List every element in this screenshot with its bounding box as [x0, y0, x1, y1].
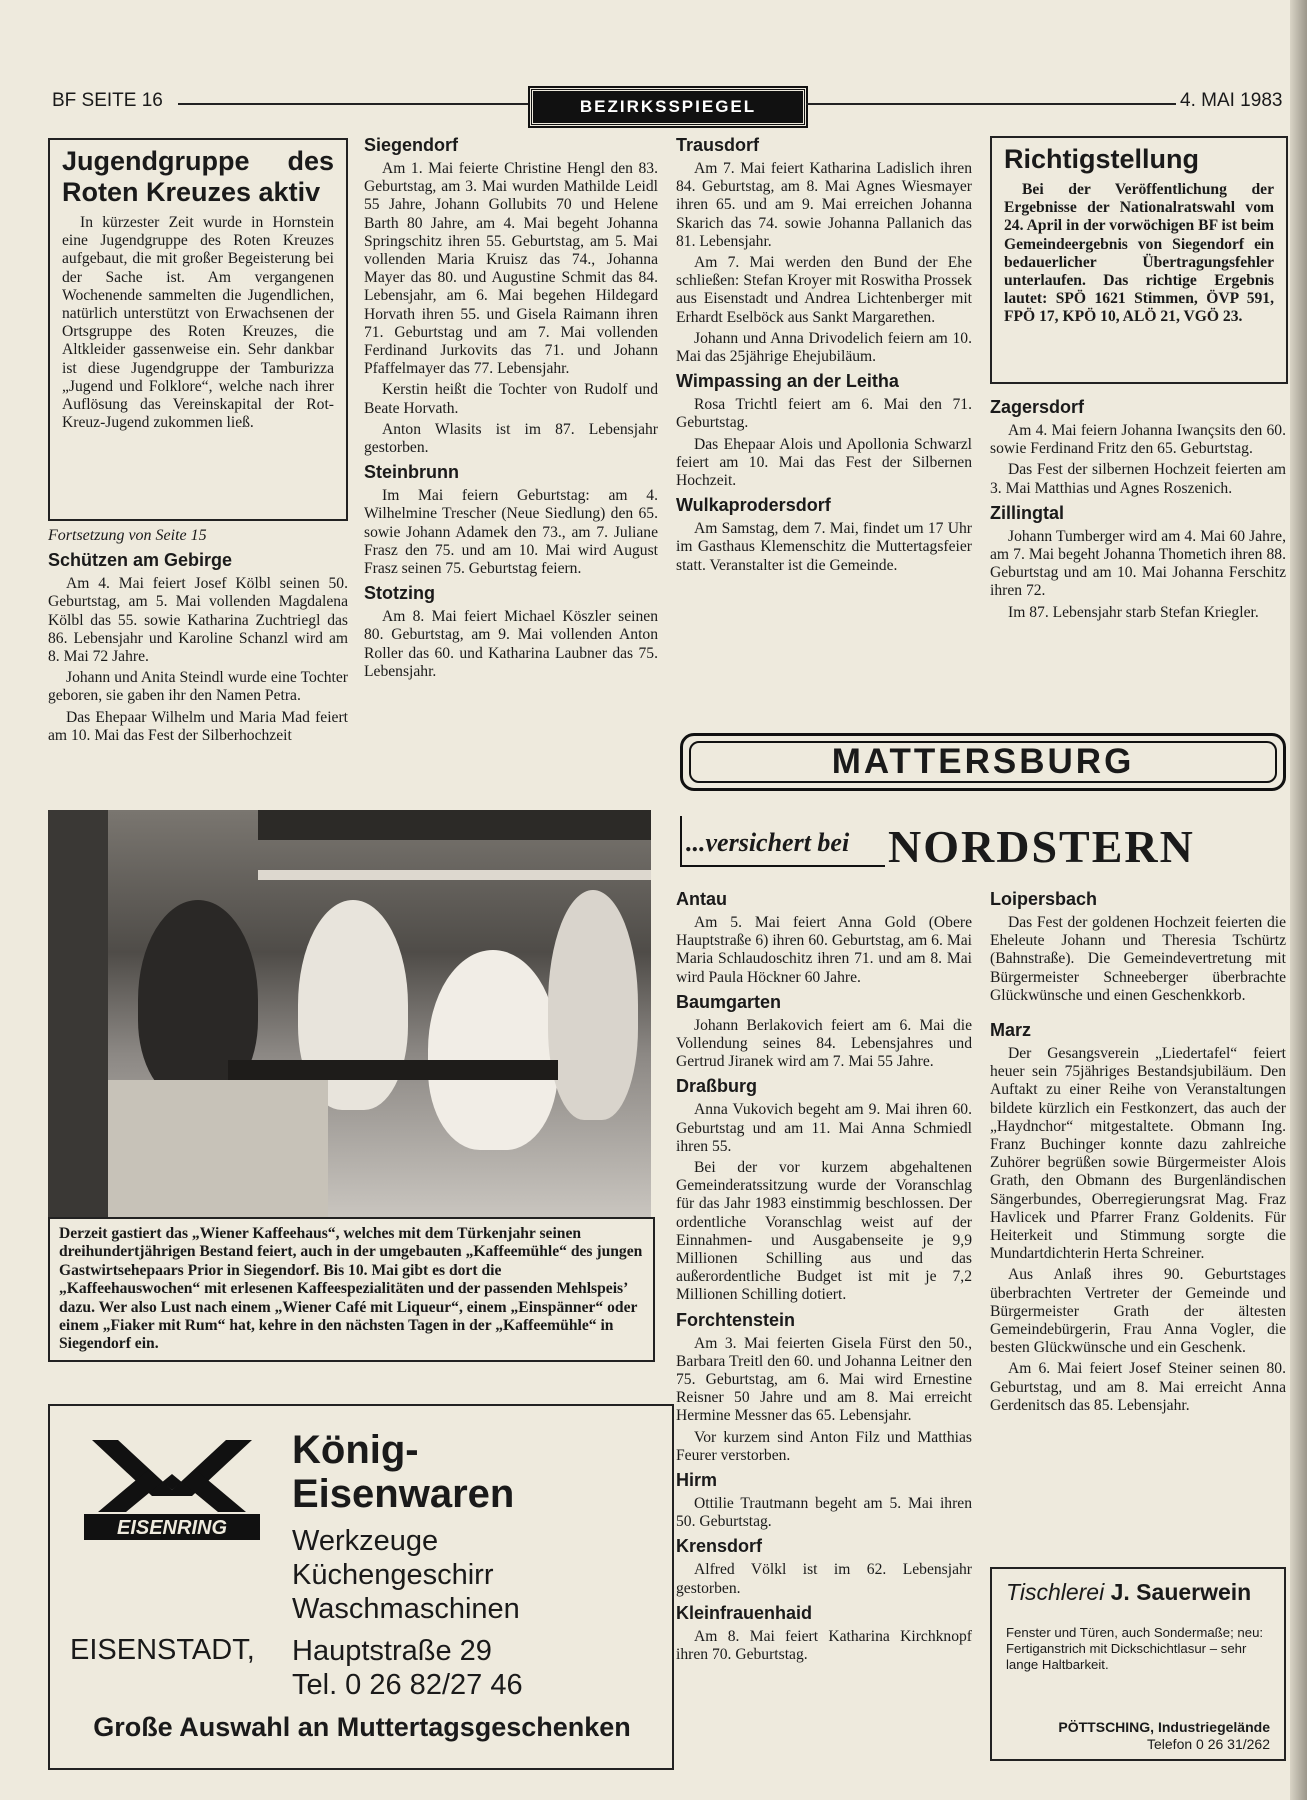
- paragraph: Am Samstag, dem 7. Mai, findet um 17 Uhr im Gasthaus Klemenschitz die Muttertagsfeier statt. Veranstalter ist die Gemeinde.: [676, 520, 972, 574]
- cafe-photo: [48, 810, 651, 1217]
- tischlerei-advertisement: [990, 1567, 1286, 1761]
- heading-forchtenstein: Forchtenstein: [676, 1309, 796, 1330]
- column-6: [990, 884, 1286, 1418]
- page-edge: [1290, 0, 1307, 1800]
- heading-steinbrunn: Steinbrunn: [364, 462, 459, 483]
- column-5: [676, 884, 972, 1667]
- paragraph: Am 5. Mai feiert Anna Gold (Obere Hauptstraße 6) ihren 60. Geburtstag, am 6. Mai Maria Schlaudoschitz ihren 71. und am 8. Mai wird Paula Höckner 60 Jahre.: [676, 914, 972, 986]
- section-title: BEZIRKSSPIEGEL: [530, 88, 806, 126]
- heading-schuetzen: Schützen am Gebirge: [48, 550, 233, 571]
- paragraph: Im 87. Lebensjahr starb Stefan Kriegler.: [1008, 603, 1259, 621]
- issue-date: 4. MAI 1983: [1180, 90, 1283, 111]
- heading-zagersdorf: Zagersdorf: [990, 397, 1085, 417]
- eisenring-logo: [78, 1434, 266, 1544]
- mattersburg-banner: MATTERSBURG: [680, 733, 1286, 791]
- heading-hirm: Hirm: [676, 1470, 718, 1491]
- paragraph: Das Fest der goldenen Hochzeit feierten die Eheleute Johann und Theresia Tschürtz (Bahnstraße). Die Gemeindevertretung mit Bürgermeister Schneeberger überbrachte Glückwünsche und einen Geschenkkorb.: [990, 914, 1286, 1004]
- sponsor-bracket: [680, 816, 682, 866]
- paragraph: Am 4. Mai feiern Johanna Iwançsits den 60. sowie Ferdinand Fritz den 65. Geburtstag.: [990, 422, 1286, 458]
- tischlerei-contact: [1006, 1719, 1270, 1753]
- header-rule-left: [178, 103, 528, 105]
- paragraph: Anna Vukovich begeht am 9. Mai ihren 60. Geburtstag und am 11. Mai Anna Schmiedl ihren 55.: [676, 1101, 972, 1155]
- paragraph: Das Fest der silbernen Hochzeit feierten am 3. Mai Matthias und Agnes Roszenich.: [990, 461, 1286, 497]
- photo-person: [548, 890, 638, 1120]
- ad-phone: Tel. 0 26 82/27 46: [292, 1669, 523, 1701]
- paragraph: Alfred Völkl ist im 62. Lebensjahr gestorben.: [676, 1561, 972, 1597]
- tischlerei-name: [1006, 1579, 1251, 1606]
- paragraph: Bei der vor kurzem abgehaltenen Gemeinderatssitzung wurde der Voranschlag für das Jahr 1983 einstimmig beschlossen. Der ordentliche Voranschlag weist auf der Einnahmen- und Ausgabenseite je 9,9 Millionen Schilling aus und das außerordentliche Budget ist mit je 7,2 Millionen Schilling dotiert.: [676, 1159, 972, 1304]
- ad-product: Küchengeschirr: [292, 1559, 494, 1591]
- paragraph: Das Ehepaar Wilhelm und Maria Mad feiert am 10. Mai das Fest der Silberhochzeit: [48, 708, 348, 744]
- tischlerei-owner: J. Sauerwein: [1110, 1579, 1252, 1605]
- sponsor-line: [680, 808, 1290, 872]
- photo-shelf: [258, 870, 651, 880]
- paragraph: Johann und Anita Steindl wurde eine Tochter geboren, sie gaben ihr den Namen Petra.: [48, 669, 348, 705]
- tischlerei-address: PÖTTSCHING, Industriegelände: [1058, 1719, 1270, 1735]
- paragraph: Am 7. Mai feiert Katharina Ladislich ihren 84. Geburtstag, am 8. Mai Agnes Wiesmayer ihren 65. und am 9. Mai erreichen Johanna Skarich das 74. sowie Johanna Pallanich das 81. Lebensjahr.: [676, 160, 972, 250]
- paragraph: Am 8. Mai feiert Michael Köszler seinen 80. Geburtstag, am 9. Mai vollenden Anton Roller das 60. und Katharina Laubner das 75. Lebensjahr.: [364, 608, 658, 680]
- article-body: In kürzester Zeit wurde in Hornstein eine Jugendgruppe des Roten Kreuzes aufgebaut, die mit großer Begeisterung bei der Sache ist. Am vergangenen Wochenende sammelten die Jugendlichen, natürlich unterstützt von Erwachsenen der Ortsgruppe des Roten Kreuzes, die Altkleider gassenweise ein. Sehr dankbar ist diese Jugendgruppe der Tamburizza „Jugend und Folklore“, welche nach ihrer Auflösung das Vereinskapital der Rot-Kreuz-Jugend zukommen ließ.: [62, 214, 334, 432]
- paragraph: Im Mai feiern Geburtstag: am 4. Wilhelmine Trescher (Neue Siedlung) den 65. sowie Johann Adamek den 73., am 7. Juliane Frasz den 75. und am 10. Mai wird August Frasz seinen 75. Geburtstag feiern.: [364, 487, 658, 578]
- ad-product: Waschmaschinen: [292, 1593, 520, 1625]
- heading-marz: Marz: [990, 1020, 1032, 1041]
- paragraph: Kerstin heißt die Tochter von Rudolf und Beate Horvath.: [364, 381, 658, 417]
- paragraph: Vor kurzem sind Anton Filz und Matthias Feurer verstorben.: [676, 1428, 972, 1464]
- correction-notice: [990, 136, 1288, 384]
- heading-wulkaprodersdorf: Wulkaprodersdorf: [676, 495, 831, 516]
- continuation-note: Fortsetzung von Seite 15: [48, 527, 207, 544]
- paragraph: Am 8. Mai feiert Katharina Kirchknopf ihren 70. Geburtstag.: [676, 1627, 972, 1664]
- column-4: [990, 136, 1286, 625]
- paragraph: Am 7. Mai werden den Bund der Ehe schließen: Stefan Kroyer mit Roswitha Prossek aus Eisenstadt und Andrea Lichtenberger mit Erhardt Eselböck aus Sankt Margarethen.: [676, 254, 972, 326]
- header-rule-right: [806, 103, 1176, 105]
- paragraph: Am 6. Mai feiert Josef Steiner seinen 80. Geburtstag, und am 8. Mai erreicht Anna Gerdenitsch das 85. Lebensjahr.: [990, 1360, 1286, 1414]
- heading-baumgarten: Baumgarten: [676, 991, 782, 1012]
- heading-antau: Antau: [676, 889, 727, 909]
- correction-headline: Richtigstellung: [1004, 144, 1199, 174]
- sponsor-name: NORDSTERN: [888, 821, 1195, 872]
- paragraph: Johann und Anna Drivodelich feiern am 10. Mai das 25jährige Ehejubiläum.: [676, 329, 972, 366]
- ad-title-line: Eisenwaren: [292, 1472, 515, 1516]
- koenig-advertisement: [48, 1404, 674, 1770]
- heading-kleinfrauenhaid: Kleinfrauenhaid: [676, 1602, 813, 1623]
- paragraph: Das Ehepaar Alois und Apollonia Schwarzl feiert am 10. Mai das Fest der Silbernen Hochzeit.: [676, 435, 972, 490]
- column-2: [364, 130, 658, 684]
- heading-loipersbach: Loipersbach: [990, 889, 1098, 909]
- paragraph: Ottilie Trautmann begeht am 5. Mai ihren 50. Geburtstag.: [676, 1495, 972, 1531]
- ad-street: Hauptstraße 29: [292, 1635, 492, 1667]
- photo-sofa: [108, 1080, 328, 1217]
- heading-drassburg: Draßburg: [676, 1076, 757, 1097]
- tischlerei-label: Tischlerei: [1006, 1579, 1105, 1605]
- heading-siegendorf: Siegendorf: [364, 135, 459, 155]
- logo-text: EISENRING: [116, 1517, 228, 1539]
- page-number: BF SEITE 16: [52, 90, 163, 111]
- paragraph: Aus Anlaß ihres 90. Geburtstages überbrachten Vertreter der Gemeinde und Bürgermeister Grath der ältesten Gemeindebürgerin, Frau Anna Vogler, die besten Glückwünsche und ein Geschenk.: [990, 1266, 1286, 1357]
- ad-slogan: Große Auswahl an Muttertagsgeschenken: [93, 1712, 631, 1742]
- ad-title: [292, 1428, 514, 1516]
- ad-product-list: [292, 1524, 520, 1626]
- heading-stotzing: Stotzing: [364, 583, 435, 604]
- heading-zillingtal: Zillingtal: [990, 502, 1064, 523]
- paragraph: Johann Berlakovich feiert am 6. Mai die Vollendung seines 84. Lebensjahres und Gertrud Jiranek wird am 7. Mai 55 Jahre.: [676, 1016, 972, 1071]
- paragraph: Johann Tumberger wird am 4. Mai 60 Jahre, am 7. Mai begeht Johanna Thometich ihren 88. Geburtstag und am 10. Mai Johanna Ferschitz ihren 72.: [990, 527, 1286, 600]
- red-cross-article: [48, 138, 348, 521]
- column-3: [676, 130, 972, 578]
- tischlerei-phone: Telefon 0 26 31/262: [1147, 1736, 1270, 1752]
- photo-caption: Derzeit gastiert das „Wiener Kaffeehaus“, welches mit dem Türkenjahr seinen dreihundertjährigen Bestand feiert, auch in der umgebauten „Kaffeemühle“ des jungen Gastwirtsehepaars Prior in Siegendorf. Bis 10. Mai gibt es dort die „Kaffeehauswochen“ mit erlesenen Kaffeespezialitäten und der passenden Mehlspeis’ dazu. Wer also Lust nach einem „Wiener Café mit Liqueur“, einem „Einspänner“ oder einem „Fiaker mit Rum“ hat, kehre in den nächsten Tagen in der „Kaffeemühle“ in Siegendorf ein.: [48, 1217, 655, 1362]
- paragraph: Rosa Trichtl feiert am 6. Mai den 71. Geburtstag.: [676, 396, 972, 432]
- ad-title-line: König-: [292, 1428, 419, 1472]
- photo-person: [428, 950, 558, 1150]
- paragraph: Der Gesangsverein „Liedertafel“ feiert heuer sein 75jähriges Bestandsjubiläum. Den Auftakt zu einer Reihe von Veranstaltungen bildete kürzlich ein Festkonzert, das auch der „Haydnchor“ mitgestaltete. Obmann Ing. Franz Buchinger konnte dazu zahlreiche Zuhörer begrüßen sowie Bürgermeister Alois Grath, den Obmann des Burgenländischen Sängerbundes, Oberregierungsrat Mag. Fraz Havlicek und Pfarrer Franz Goldenits. Für Heiterkeit und Stimmung sorgte die Mundartdichterin Herta Schreiner.: [990, 1045, 1286, 1263]
- sponsor-prefix: ...versichert bei: [686, 828, 850, 857]
- paragraph: Am 3. Mai feierten Gisela Fürst den 50., Barbara Treitl den 60. und Johanna Leitner den 75. Geburtstag, am 6. Mai wird Ernestine Reisner 50 Jahre und am 8. Mai erreicht Hermine Messner das 65. Lebensjahr.: [676, 1334, 972, 1425]
- ad-address: [292, 1634, 523, 1702]
- ad-product: Werkzeuge: [292, 1525, 439, 1557]
- paragraph: Anton Wlasits ist im 87. Lebensjahr gestorben.: [364, 420, 658, 457]
- photo-table: [228, 1060, 558, 1080]
- column-1: [48, 138, 348, 748]
- heading-krensdorf: Krensdorf: [676, 1536, 763, 1557]
- tischlerei-text: Fenster und Türen, auch Sondermaße; neu: Fertiganstrich mit Dickschichtlasur – sehr lange Haltbarkeit.: [1006, 1625, 1264, 1672]
- heading-wimpassing: Wimpassing an der Leitha: [676, 371, 899, 392]
- photo-curtain: [48, 810, 108, 1217]
- sponsor-rule: [680, 865, 885, 867]
- article-headline: Jugendgruppe des Roten Kreuzes aktiv: [62, 146, 334, 207]
- ad-city: EISENSTADT,: [70, 1634, 255, 1666]
- paragraph: Am 1. Mai feierte Christine Hengl den 83. Geburtstag, am 3. Mai wurden Mathilde Leidl 55 Jahre, Johann Gollubits 70 und Helene Barth 80 Jahre, am 4. Mai begeht Johanna Springschitz ihren 55. Geburtstag, am 5. Mai vollenden Maria Kruisz das 74., Johanna Mayer das 80. und Augustine Schmit das 84. Lebensjahr, am 6. Mai begehen Hildegard Horvath ihren 55. und Gisela Raimann ihren 71. Geburtstag und am 7. Mai vollenden Ferdinand Jurkovits das 71. und Johann Pfaffelmayer das 77. Lebensjahr.: [364, 160, 658, 378]
- paragraph: Am 4. Mai feiert Josef Kölbl seinen 50. Geburtstag, am 5. Mai vollenden Magdalena Kölbl das 55. sowie Katharina Zuchtriegl das 86. Lebensjahr und Karoline Schanzl wird am 8. Mai 72 Jahre.: [48, 575, 348, 666]
- correction-body: Bei der Veröffentlichung der Ergebnisse der Nationalratswahl vom 24. April in der vorwöchigen BF ist beim Gemeindeergebnis von Siegendorf ein bedauerlicher Übertragungsfehler unterlaufen. Das richtige Ergebnis lautet: SPÖ 1621 Stimmen, ÖVP 591, FPÖ 17, KPÖ 10, ALÖ 21, VGÖ 23.: [1004, 181, 1274, 326]
- heading-trausdorf: Trausdorf: [676, 135, 760, 155]
- photo-shelf: [258, 810, 651, 840]
